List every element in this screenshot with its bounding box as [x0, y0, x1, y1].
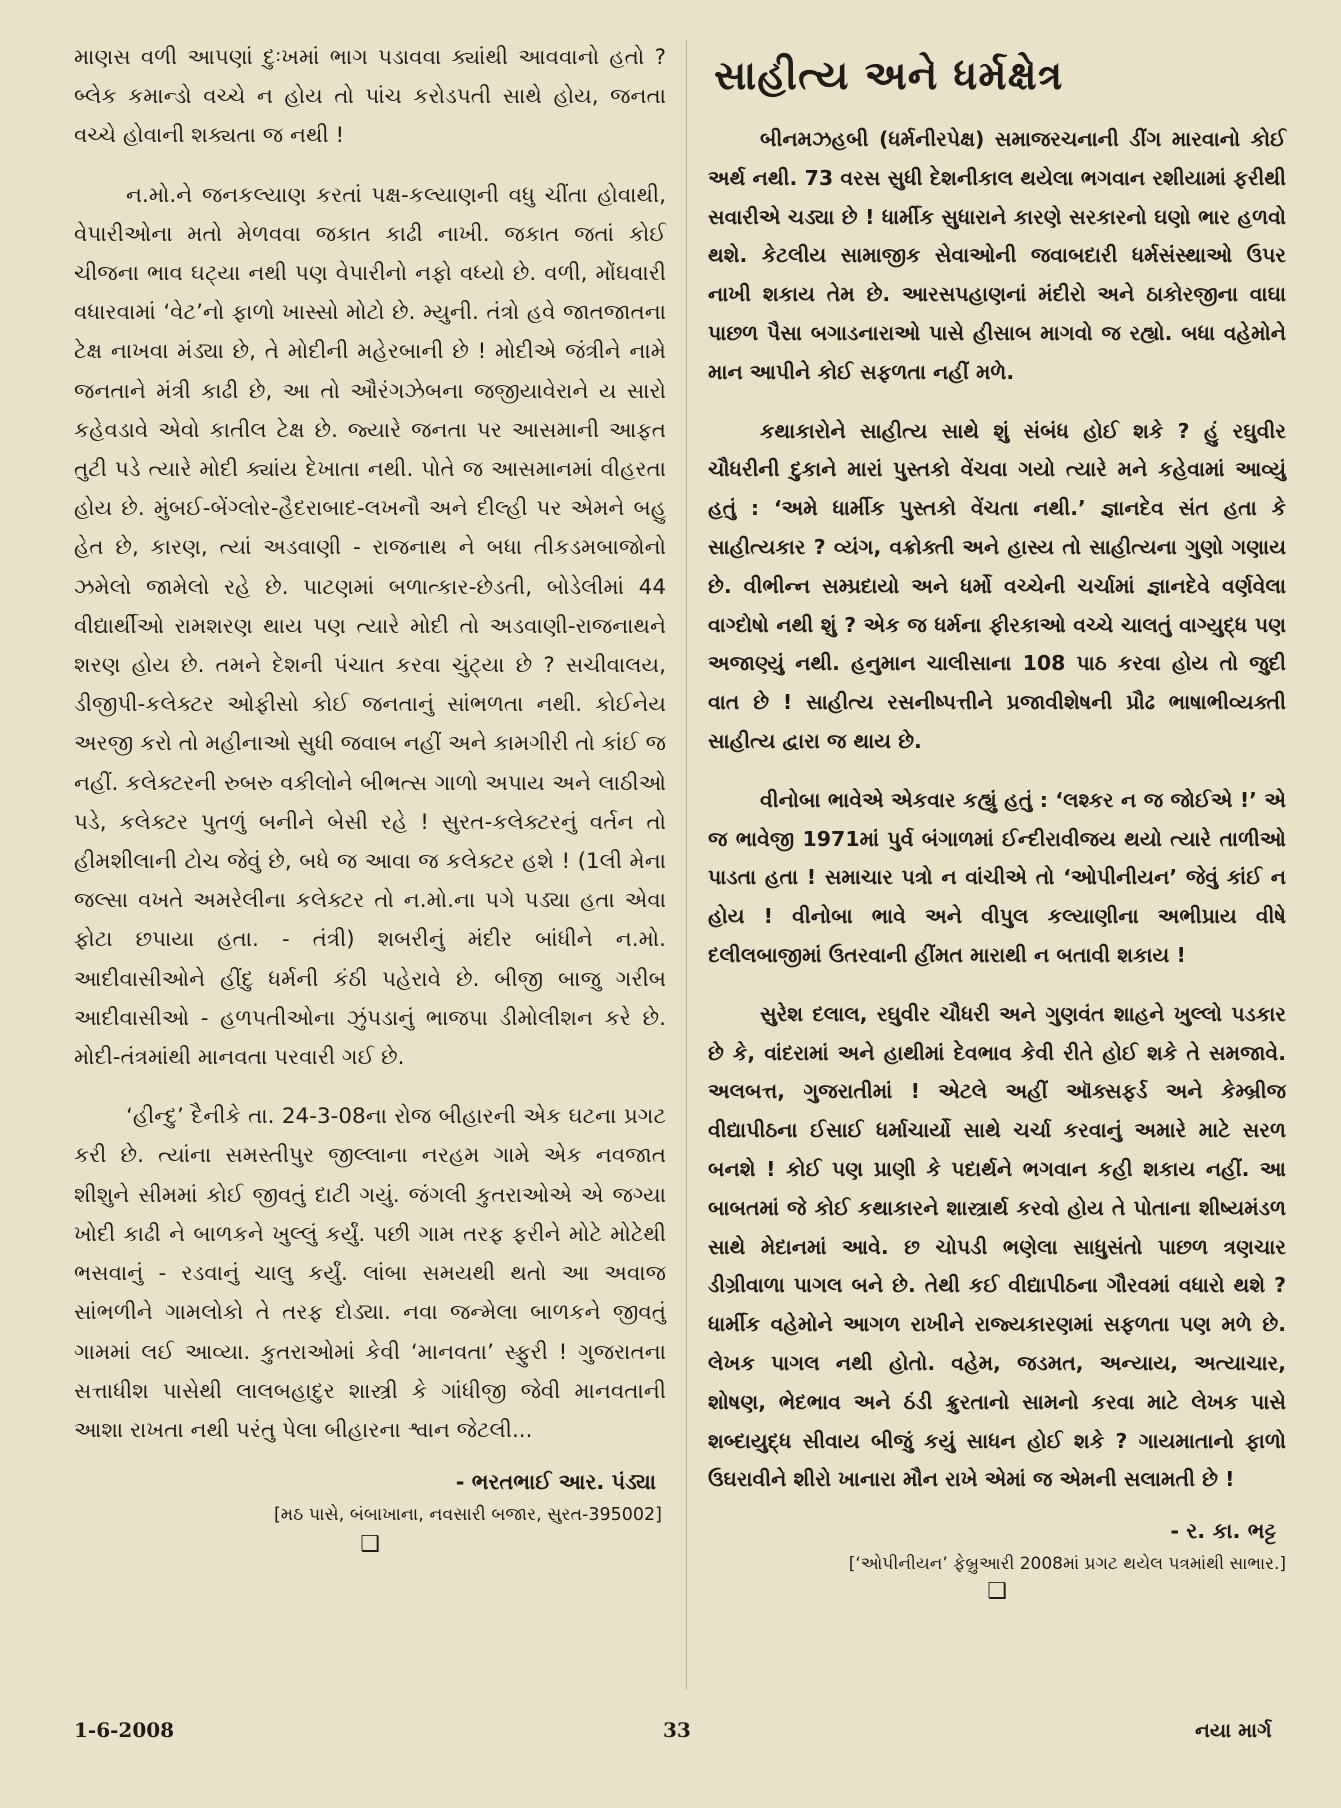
right-column: [708, 38, 1286, 1606]
left-paragraph-1: માણસ વળી આપણાં દુઃખમાં ભાગ પડાવવા ક્યાંથી આવવાનો હતો ? બ્લેક કમાન્ડો વચ્ચે ન હોય તો પાંચ કરોડપતી સાથે હોય, જનતા વચ્ચે હોવાની શક્યતા જ નથી !: [74, 45, 666, 149]
left-column: [74, 38, 666, 1559]
right-source-note: [‘ઓપીનીયન’ ફેબ્રુઆરી 2008માં પ્રગટ થયેલ પત્રમાંથી સાભાર.]: [848, 1554, 1286, 1575]
left-paragraph-2: ન.મો.ને જનકલ્યાણ કરતાં પક્ષ-કલ્યાણની વધુ ચીંતા હોવાથી, વેપારીઓના મતો મેળવવા જકાત કાઢી નાખી. જકાત જતાં કોઈ ચીજના ભાવ ઘટ્યા નથી પણ વેપારીનો નફો વધ્યો છે. વળી, મોંઘવારી વધારવામાં ‘વેટ’નો ફાળો ખાસ્સો મોટો છે. મ્યુની. તંત્રો હવે જાતજાતના ટેક્ષ નાખવા મંડ્યા છે, તે મોદીની મહેરબાની છે ! મોદીએ જંત્રીને નામે જનતાને મંત્રી કાઢી છે, આ તો ઔરંગઝેબના જજીયાવેરાને ય સારો કહેવડાવે એવો કાતીલ ટેક્ષ છે. જ્યારે જનતા પર આસમાની આફત તુટી પડે ત્યારે મોદી ક્યાંય દેખાતા નથી. પોતે જ આસમાનમાં વીહરતા હોય છે. મુંબઈ-બેંગ્લોર-હૈદરાબાદ-લખનૌ અને દીલ્હી પર એમને બહુ હેત છે, કારણ, ત્યાં અડવાણી - રાજનાથ ને બધા તીકડમબાજોનો ઝમેલો જામેલો રહે છે. પાટણમાં બળાત્કાર-છેડતી, બોડેલીમાં 44 વીદ્યાર્થીઓ રામશરણ થાય પણ ત્યારે મોદી તો અડવાણી-રાજનાથને શરણ હોય છે. તમને દેશની પંચાત કરવા ચુંટ્યા છે ? સચીવાલય, ડીજીપી-કલેક્ટર ઓફીસો કોઈ જનતાનું સાંભળતા નથી. કોઈનેય અરજી કરો તો મહીનાઓ સુધી જવાબ નહીં અને કામગીરી તો કાંઈ જ નહીં. કલેક્ટરની રુબરુ વકીલોને બીભત્સ ગાળો અપાય અને લાઠીઓ પડે, કલેક્ટર પુતળું બનીને બેસી રહે ! સુરત-કલેક્ટરનું વર્તન તો હીમશીલાની ટોચ જેવું છે, બધે જ આવા જ કલેક્ટર હશે ! (1લી મેના જલ્સા વખતે અમરેલીના કલેક્ટર તો ન.મો.ના પગે પડ્યા હતા એવા ફોટા છપાયા હતા. - તંત્રી) શબરીનું મંદીર બાંધીને ન.મો. આદીવાસીઓને હીંદુ ધર્મની કંઠી પહેરાવે છે. બીજી બાજુ ગરીબ આદીવાસીઓ - હળપતીઓના ઝુંપડાનું ભાજપા ડીમોલીશન કરે છે. મોદી-તંત્રમાંથી માનવતા પરવારી ગઈ છે.: [74, 182, 667, 1071]
column-divider: [686, 40, 687, 1690]
article-title: સાહીત્ય અને ધર્મક્ષેત્ર: [714, 53, 1064, 99]
footer-magazine-name: નયા માર્ગ: [1195, 1718, 1272, 1742]
right-end-mark-icon: ❑: [987, 1579, 1007, 1605]
right-paragraph-4: સુરેશ દલાલ, રઘુવીર ચૌધરી અને ગુણવંત શાહને ખુલ્લો પડકાર છે કે, વાંદરામાં અને હાથીમાં દેવભાવ કેવી રીતે હોઈ શકે તે સમજાવે. અલબત્ત, ગુજરાતીમાં ! એટલે અહીં ઑક્સફર્ડ અને કેમ્બ્રીજ વીદ્યાપીઠના ઈસાઈ ધર્માચાર્યો સાથે ચર્ચા કરવાનું અમારે માટે સરળ બનશે ! કોઈ પણ પ્રાણી કે પદાર્થને ભગવાન કહી શકાય નહીં. આ બાબતમાં જે કોઈ કથાકારને શાસ્ત્રાર્થ કરવો હોય તે પોતાના શીષ્યમંડળ સાથે મેદાનમાં આવે. છ ચોપડી ભણેલા સાધુસંતો પાછળ ત્રણચાર ડીગ્રીવાળા પાગલ બને છે. તેથી કઈ વીદ્યાપીઠના ગૌરવમાં વધારો થશે ? ધાર્મીક વહેમોને આગળ રાખીને રાજ્યકારણમાં સફળતા પણ મળે છે. લેખક પાગલ નથી હોતો. વહેમ, જડમત, અન્યાય, અત્યાચાર, શોષણ, ભેદભાવ અને ઠંડી ક્રુરતાનો સામનો કરવા માટે લેખક પાસે શબ્દાયુદ્ધ સીવાય બીજું કયું સાધન હોઈ શકે ? ગાયમાતાનો ફાળો ઉઘરાવીને શીરો ખાનારા મૌન રાખે એમાં જ એમની સલામતી છે !: [708, 1001, 1286, 1492]
left-signature: - ભરતભાઈ આર. પંડ્યા: [455, 1470, 656, 1495]
right-paragraph-3: વીનોબા ભાવેએ એકવાર કહ્યું હતું : ‘લશ્કર ન જ જોઈએ !’ એ જ ભાવેજી 1971માં પુર્વ બંગાળમાં ઈન્દીરાવીજય થયો ત્યારે તાળીઓ પાડતા હતા ! સમાચાર પત્રો ન વાંચીએ તો ‘ઓપીનીયન’ જેવું કાંઈ ન હોય ! વીનોબા ભાવે અને વીપુલ કલ્યાણીના અભીપ્રાય વીષે દલીલબાજીમાં ઉતરવાની હીંમત મારાથી ન બતાવી શકાય !: [708, 787, 1286, 967]
right-paragraph-1: બીનમઝહબી (ધર્મનીરપેક્ષ) સમાજરચનાની ડીંગ મારવાનો કોઈ અર્થ નથી. 73 વરસ સુધી દેશનીકાલ થયેલા ભગવાન રશીયામાં ફરીથી સવારીએ ચડ્યા છે ! ધાર્મીક સુધારાને કારણે સરકારનો ઘણો ભાર હળવો થશે. કેટલીય સામાજીક સેવાઓની જવાબદારી ધર્મસંસ્થાઓ ઉપર નાખી શકાય તેમ છે. આરસપહાણનાં મંદીરો અને ઠાકોરજીના વાઘા પાછળ પૈસા બગાડનારાઓ પાસે હીસાબ માગવો જ રહ્યો. બધા વહેમોને માન આપીને કોઈ સફળતા નહીં મળે.: [708, 127, 1286, 384]
left-paragraph-3: ‘હીન્દુ’ દૈનીકે તા. 24-3-08ના રોજ બીહારની એક ઘટના પ્રગટ કરી છે. ત્યાંના સમસ્તીપુર જીલ્લાના નરહમ ગામે એક નવજાત શીશુને સીમમાં કોઈ જીવતું દાટી ગયું. જંગલી કુતરાઓએ એ જગ્યા ખોદી કાઢી ને બાળકને ખુલ્લું કર્યું. પછી ગામ તરફ ફરીને મોટે મોટેથી ભસવાનું - રડવાનું ચાલુ કર્યું. લાંબા સમયથી થતો આ અવાજ સાંભળીને ગામલોકો તે તરફ દોડ્યા. નવા જન્મેલા બાળકને જીવતું ગામમાં લઈ આવ્યા. કુતરાઓમાં કેવી ‘માનવતા’ સ્ફુરી ! ગુજરાતના સત્તાધીશ પાસેથી લાલબહાદુર શાસ્ત્રી કે ગાંધીજી જેવી માનવતાની આશા રાખતા નથી પરંતુ પેલા બીહારના શ્વાન જેટલી...: [74, 1104, 666, 1443]
right-paragraph-2: કથાકારોને સાહીત્ય સાથે શું સંબંધ હોઈ શકે ? હું રઘુવીર ચૌધરીની દુકાને મારાં પુસ્તકો વેંચવા ગયો ત્યારે મને કહેવામાં આવ્યું હતું : ‘અમે ધાર્મીક પુસ્તકો વેંચતા નથી.’ જ્ઞાનદેવ સંત હતા કે સાહીત્યકાર ? વ્યંગ, વક્રોક્તી અને હાસ્ય તો સાહીત્યના ગુણો ગણાય છે. વીભીન્ન સમ્પ્રદાયો અને ધર્મો વચ્ચેની ચર્ચામાં જ્ઞાનદેવે વર્ણવેલા વાગ્દોષો નથી શું ? એક જ ધર્મના ફીરકાઓ વચ્ચે ચાલતું વાગ્યુદ્ધ પણ અજાણ્યું નથી. હનુમાન ચાલીસાના 108 પાઠ કરવા હોય તો જુદી વાત છે ! સાહીત્ય રસનીષ્પત્તીને પ્રજાવીશેષની પ્રૌઢ ભાષાભીવ્યક્તી સાહીત્ય દ્વારા જ થાય છે.: [708, 418, 1286, 753]
footer-date: 1-6-2008: [74, 1718, 175, 1742]
left-end-mark-icon: ❑: [360, 1532, 380, 1558]
footer-page-number: 33: [663, 1718, 691, 1742]
right-signature: - ર. કા. ભટ્ટ: [1170, 1519, 1276, 1544]
left-address: [મઠ પાસે, બંબાખાના, નવસારી બજાર, સુરત-395002]: [273, 1505, 662, 1526]
